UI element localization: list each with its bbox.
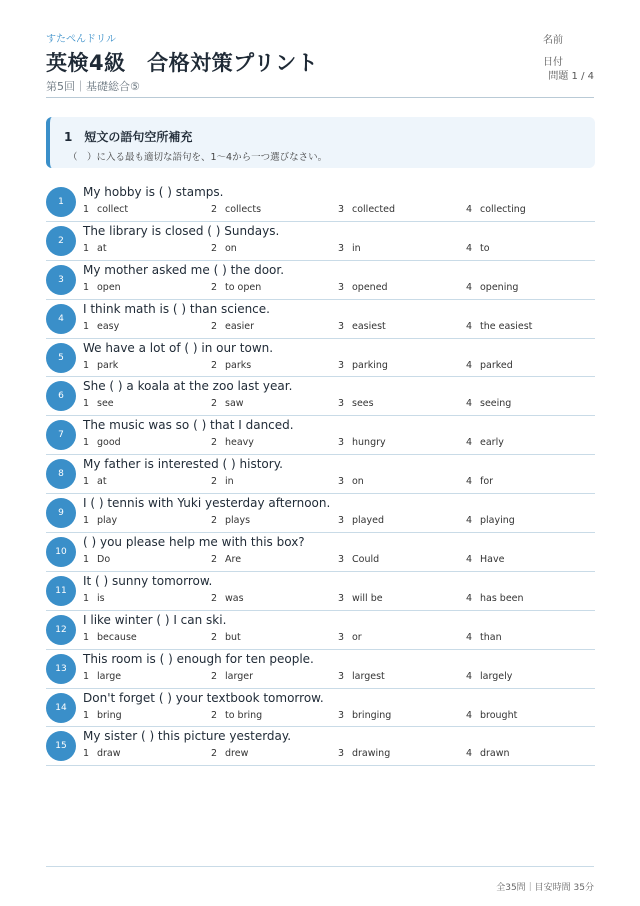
answer-option[interactable] <box>211 398 244 409</box>
option-label: largest <box>352 670 385 682</box>
option-label: but <box>225 631 241 643</box>
option-number: 2 <box>211 670 218 682</box>
option-number: 1 <box>83 281 90 293</box>
answer-option[interactable] <box>466 515 515 526</box>
question-row <box>46 533 595 572</box>
question-number-badge: 6 <box>46 381 76 411</box>
option-number: 4 <box>466 476 473 488</box>
question-text: I ( ) tennis with Yuki yesterday afternoon. <box>83 496 331 511</box>
answer-option[interactable] <box>338 554 379 565</box>
option-label: in <box>352 242 361 254</box>
answer-option[interactable] <box>211 554 241 565</box>
option-number: 3 <box>338 437 345 449</box>
answer-option[interactable] <box>466 632 502 643</box>
option-number: 2 <box>211 281 218 293</box>
option-label: early <box>480 437 504 449</box>
question-number-badge: 5 <box>46 343 76 373</box>
question-number-badge: 14 <box>46 693 76 723</box>
option-label: collect <box>97 204 129 215</box>
brand-label: すたぺんドリル <box>46 34 116 45</box>
option-label: the easiest <box>480 320 533 332</box>
option-label: brought <box>480 709 518 721</box>
option-label: saw <box>225 398 244 410</box>
answer-option[interactable] <box>466 437 504 448</box>
answer-option[interactable] <box>338 398 374 409</box>
option-label: has been <box>480 592 524 604</box>
footer-divider <box>46 866 594 867</box>
option-label: will be <box>352 592 383 604</box>
answer-option[interactable] <box>83 515 117 526</box>
option-number: 1 <box>83 515 90 527</box>
option-number: 2 <box>211 204 218 215</box>
option-number: 4 <box>466 281 473 293</box>
option-number: 2 <box>211 748 218 760</box>
option-label: sees <box>352 398 374 410</box>
option-label: draw <box>97 748 121 760</box>
answer-option[interactable] <box>83 476 107 487</box>
option-number: 2 <box>211 359 218 371</box>
option-label: drawing <box>352 748 391 760</box>
question-number-badge: 13 <box>46 654 76 684</box>
section-header <box>46 117 595 168</box>
answer-option[interactable] <box>211 360 251 371</box>
option-number: 1 <box>83 748 90 760</box>
answer-option[interactable] <box>211 632 241 643</box>
option-label: at <box>97 476 107 488</box>
option-label: easiest <box>352 320 386 332</box>
section-title: 1 短文の語句空所補充 <box>64 130 193 144</box>
option-number: 2 <box>211 437 218 449</box>
option-number: 2 <box>211 320 218 332</box>
answer-option[interactable] <box>83 282 121 293</box>
option-label: Do <box>97 554 111 566</box>
option-number: 3 <box>338 281 345 293</box>
question-text: I like winter ( ) I can ski. <box>83 612 227 627</box>
question-number-badge: 7 <box>46 420 76 450</box>
answer-option[interactable] <box>83 398 114 409</box>
option-label: opening <box>480 281 519 293</box>
question-row <box>46 455 595 494</box>
option-number: 4 <box>466 631 473 643</box>
option-number: 3 <box>338 398 345 410</box>
option-number: 1 <box>83 320 90 332</box>
answer-option[interactable] <box>466 554 504 565</box>
option-number: 1 <box>83 359 90 371</box>
answer-option[interactable] <box>83 360 118 371</box>
option-number: 2 <box>211 631 218 643</box>
option-label: good <box>97 437 121 449</box>
option-label: park <box>97 359 119 371</box>
question-number-badge: 4 <box>46 304 76 334</box>
option-label: easier <box>225 320 255 332</box>
option-number: 4 <box>466 242 473 254</box>
answer-option[interactable] <box>466 671 512 682</box>
option-number: 1 <box>83 670 90 682</box>
answer-option[interactable] <box>338 204 395 215</box>
option-number: 4 <box>466 359 473 371</box>
question-number-badge: 12 <box>46 615 76 645</box>
question-number-badge: 1 <box>46 187 76 217</box>
question-row <box>46 183 595 222</box>
option-label: collected <box>352 204 395 215</box>
option-label: on <box>352 476 364 488</box>
answer-option[interactable] <box>83 671 121 682</box>
question-row <box>46 222 595 261</box>
question-number-badge: 11 <box>46 576 76 606</box>
question-number-badge: 2 <box>46 226 76 256</box>
option-number: 3 <box>338 631 345 643</box>
option-number: 4 <box>466 554 473 566</box>
answer-option[interactable] <box>211 243 237 254</box>
answer-option[interactable] <box>83 321 119 332</box>
question-row <box>46 339 595 378</box>
answer-option[interactable] <box>211 748 248 759</box>
option-number: 1 <box>83 592 90 604</box>
question-list <box>46 183 595 766</box>
question-text: We have a lot of ( ) in our town. <box>83 340 274 355</box>
question-number-badge: 9 <box>46 498 76 528</box>
option-number: 3 <box>338 204 345 215</box>
name-label: 名前 <box>543 35 563 46</box>
question-text: I think math is ( ) than science. <box>83 301 270 316</box>
option-number: 4 <box>466 709 473 721</box>
question-text: The music was so ( ) that I danced. <box>83 418 294 433</box>
option-label: parked <box>480 359 513 371</box>
answer-option[interactable] <box>338 748 390 759</box>
option-number: 3 <box>338 359 345 371</box>
option-number: 3 <box>338 515 345 527</box>
option-number: 2 <box>211 592 218 604</box>
option-number: 3 <box>338 242 345 254</box>
option-label: at <box>97 242 107 254</box>
option-number: 1 <box>83 204 90 215</box>
option-number: 2 <box>211 476 218 488</box>
date-label: 日付 <box>543 57 563 68</box>
option-label: larger <box>225 670 253 682</box>
answer-option[interactable] <box>338 593 383 604</box>
answer-option[interactable] <box>338 321 386 332</box>
answer-option[interactable] <box>83 632 137 643</box>
answer-option[interactable] <box>211 671 253 682</box>
option-label: open <box>97 281 121 293</box>
option-number: 4 <box>466 437 473 449</box>
page-subtitle: 第5回｜基礎総合⑤ <box>46 80 140 93</box>
question-number-badge: 10 <box>46 537 76 567</box>
question-number-badge: 15 <box>46 731 76 761</box>
answer-option[interactable] <box>466 748 510 759</box>
option-label: to open <box>225 281 262 293</box>
option-label: parking <box>352 359 388 371</box>
option-number: 3 <box>338 476 345 488</box>
option-label: collects <box>225 204 262 215</box>
option-label: to <box>480 242 490 254</box>
option-number: 1 <box>83 398 90 410</box>
question-row <box>46 689 595 728</box>
answer-option[interactable] <box>83 593 105 604</box>
option-label: to bring <box>225 709 263 721</box>
answer-option[interactable] <box>338 243 361 254</box>
question-row <box>46 377 595 416</box>
option-label: than <box>480 631 502 643</box>
option-number: 3 <box>338 554 345 566</box>
header-divider <box>46 97 594 98</box>
option-number: 1 <box>83 709 90 721</box>
option-label: in <box>225 476 234 488</box>
option-label: playing <box>480 515 515 527</box>
option-number: 2 <box>211 554 218 566</box>
option-label: plays <box>225 515 251 527</box>
question-row <box>46 300 595 339</box>
answer-option[interactable] <box>466 360 513 371</box>
option-number: 2 <box>211 515 218 527</box>
question-row <box>46 727 595 766</box>
question-text: My father is interested ( ) history. <box>83 457 283 472</box>
option-number: 2 <box>211 242 218 254</box>
option-number: 1 <box>83 242 90 254</box>
answer-option[interactable] <box>211 204 261 215</box>
question-number-badge: 3 <box>46 265 76 295</box>
answer-option[interactable] <box>466 243 490 254</box>
answer-option[interactable] <box>83 243 107 254</box>
option-number: 4 <box>466 592 473 604</box>
option-number: 1 <box>83 631 90 643</box>
question-text: Don't forget ( ) your textbook tomorrow. <box>83 690 324 705</box>
option-number: 4 <box>466 398 473 410</box>
answer-option[interactable] <box>338 632 362 643</box>
question-text: The library is closed ( ) Sundays. <box>83 223 280 238</box>
answer-option[interactable] <box>211 710 262 721</box>
answer-option[interactable] <box>466 710 517 721</box>
option-label: parks <box>225 359 252 371</box>
answer-option[interactable] <box>466 593 524 604</box>
answer-option[interactable] <box>211 282 261 293</box>
answer-option[interactable] <box>211 476 234 487</box>
answer-option[interactable] <box>211 515 250 526</box>
option-label: collecting <box>480 204 526 215</box>
option-number: 2 <box>211 709 218 721</box>
answer-option[interactable] <box>466 321 532 332</box>
option-number: 1 <box>83 476 90 488</box>
answer-option[interactable] <box>83 437 121 448</box>
option-number: 4 <box>466 204 473 215</box>
option-label: drawn <box>480 748 510 760</box>
answer-option[interactable] <box>83 748 121 759</box>
option-number: 3 <box>338 670 345 682</box>
question-text: ( ) you please help me with this box? <box>83 535 305 550</box>
option-number: 4 <box>466 748 473 760</box>
option-number: 4 <box>466 670 473 682</box>
option-label: play <box>97 515 118 527</box>
footer-summary: 全35問｜目安時間 35分 <box>496 883 594 893</box>
answer-option[interactable] <box>466 476 493 487</box>
option-label: Have <box>480 554 505 566</box>
answer-option[interactable] <box>466 204 526 215</box>
answer-option[interactable] <box>338 515 384 526</box>
option-label: heavy <box>225 437 254 449</box>
answer-option[interactable] <box>466 282 518 293</box>
question-row <box>46 611 595 650</box>
answer-option[interactable] <box>83 710 122 721</box>
question-row <box>46 494 595 533</box>
option-label: seeing <box>480 398 512 410</box>
answer-option[interactable] <box>338 671 385 682</box>
page-title: 英検4級 合格対策プリント <box>46 51 319 75</box>
answer-option[interactable] <box>338 710 391 721</box>
question-text: My sister ( ) this picture yesterday. <box>83 729 292 744</box>
question-row <box>46 650 595 689</box>
option-label: opened <box>352 281 388 293</box>
option-number: 3 <box>338 709 345 721</box>
option-number: 2 <box>211 398 218 410</box>
option-label: Could <box>352 554 380 566</box>
question-number-badge: 8 <box>46 459 76 489</box>
option-label: drew <box>225 748 249 760</box>
option-label: played <box>352 515 384 527</box>
option-label: was <box>225 592 244 604</box>
option-number: 3 <box>338 748 345 760</box>
answer-option[interactable] <box>338 282 388 293</box>
option-number: 1 <box>83 554 90 566</box>
option-label: is <box>97 592 105 604</box>
option-number: 3 <box>338 320 345 332</box>
question-text: My mother asked me ( ) the door. <box>83 262 285 277</box>
question-row <box>46 261 595 300</box>
option-number: 4 <box>466 515 473 527</box>
page-indicator: 問題 1 / 4 <box>548 71 594 82</box>
option-label: large <box>97 670 122 682</box>
question-text: This room is ( ) enough for ten people. <box>83 651 314 666</box>
question-text: She ( ) a koala at the zoo last year. <box>83 379 293 394</box>
option-label: or <box>352 631 362 643</box>
question-text: My hobby is ( ) stamps. <box>83 185 224 199</box>
answer-option[interactable] <box>83 204 128 215</box>
option-label: see <box>97 398 114 410</box>
question-text: It ( ) sunny tomorrow. <box>83 573 213 588</box>
answer-option[interactable] <box>338 437 386 448</box>
option-label: for <box>480 476 494 488</box>
option-number: 3 <box>338 592 345 604</box>
question-row <box>46 416 595 455</box>
answer-option[interactable] <box>338 360 388 371</box>
question-row <box>46 572 595 611</box>
option-number: 1 <box>83 437 90 449</box>
option-label: on <box>225 242 237 254</box>
option-number: 4 <box>466 320 473 332</box>
option-label: bring <box>97 709 122 721</box>
answer-option[interactable] <box>211 593 244 604</box>
answer-option[interactable] <box>338 476 364 487</box>
option-label: bringing <box>352 709 392 721</box>
answer-option[interactable] <box>466 398 511 409</box>
option-label: hungry <box>352 437 386 449</box>
option-label: largely <box>480 670 513 682</box>
answer-option[interactable] <box>211 437 254 448</box>
option-label: Are <box>225 554 242 566</box>
option-label: easy <box>97 320 120 332</box>
answer-option[interactable] <box>211 321 254 332</box>
option-label: because <box>97 631 137 643</box>
answer-option[interactable] <box>83 554 110 565</box>
section-instruction: （ ）に入る最も適切な語句を、1〜4から一つ選びなさい。 <box>68 152 328 163</box>
